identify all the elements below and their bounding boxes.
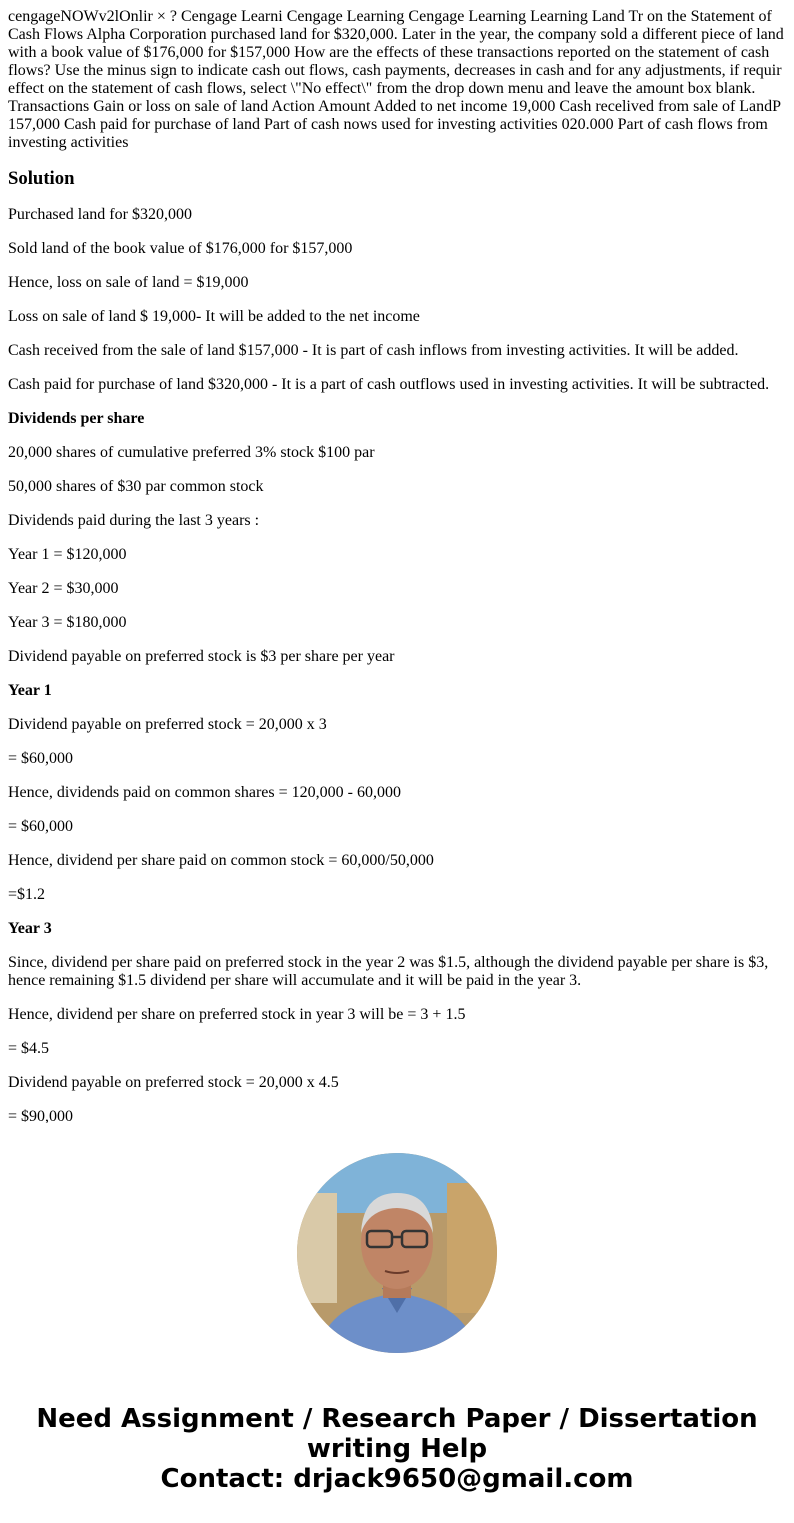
- solution-paragraph: Dividends paid during the last 3 years :: [8, 512, 260, 529]
- solution-body: [8, 206, 786, 1123]
- section-subheading: Dividends per share: [8, 410, 145, 427]
- solution-paragraph: = $60,000: [8, 750, 74, 767]
- section-subheading: Year 1: [8, 682, 52, 699]
- solution-paragraph: Year 2 = $30,000: [8, 580, 119, 597]
- solution-paragraph: 20,000 shares of cumulative preferred 3% stock $100 par: [8, 444, 375, 461]
- solution-paragraph: Cash received from the sale of land $157,000 - It is part of cash inflows from investing activities. It will be added.: [8, 342, 739, 359]
- solution-paragraph: Year 1 = $120,000: [8, 546, 127, 563]
- footer-contact-email: Contact: drjack9650@gmail.com: [160, 1464, 634, 1494]
- solution-paragraph: Hence, dividend per share on preferred stock in year 3 will be = 3 + 1.5: [8, 1006, 466, 1023]
- solution-paragraph: Hence, dividends paid on common shares = 120,000 - 60,000: [8, 784, 401, 801]
- solution-paragraph: Loss on sale of land $ 19,000- It will be added to the net income: [8, 308, 420, 325]
- solution-paragraph: = $60,000: [8, 818, 74, 835]
- solution-paragraph: = $4.5: [8, 1040, 50, 1057]
- question-text: cengageNOWv2lOnlir × ? Cengage Learni Cengage Learning Cengage Learning Learning Land Tr on the Statement of Cash Flows Alpha Corporation purchased land for $320,000. Later in the year, the company sold a different piece of land with a book value of $176,000 for $157,000 How are the effects of these transactions reported on the statement of cash flows? Use the minus sign to indicate cash out flows, cash payments, decreases in cash and for any adjustments, if requir effect on the statement of cash flows, select \"No effect\" from the drop down menu and leave the amount box blank. Transactions Gain or loss on sale of land Action Amount Added to net income 19,000 Cash recelived from sale of LandP 157,000 Cash paid for purchase of land Part of cash nows used for investing activities 020.000 Part of cash flows from investing activities: [8, 8, 784, 151]
- author-avatar: [297, 1153, 497, 1353]
- solution-paragraph: Dividend payable on preferred stock = 20,000 x 3: [8, 716, 327, 733]
- solution-paragraph: 50,000 shares of $30 par common stock: [8, 478, 264, 495]
- solution-heading: Solution: [8, 168, 75, 189]
- solution-paragraph: Year 3 = $180,000: [8, 614, 127, 631]
- solution-paragraph: Since, dividend per share paid on preferred stock in the year 2 was $1.5, although the dividend payable per share is $3, hence remaining $1.5 dividend per share will accumulate and it will be paid in the year 3.: [8, 954, 769, 989]
- solution-paragraph: Hence, loss on sale of land = $19,000: [8, 274, 249, 291]
- solution-paragraph: Hence, dividend per share paid on common stock = 60,000/50,000: [8, 852, 434, 869]
- solution-paragraph: Purchased land for $320,000: [8, 206, 192, 223]
- contact-banner: [0, 1404, 794, 1494]
- footer-promo-text: Need Assignment / Research Paper / Dissertation writing Help: [36, 1404, 758, 1464]
- section-subheading: Year 3: [8, 920, 52, 937]
- solution-paragraph: Dividend payable on preferred stock is $3 per share per year: [8, 648, 395, 665]
- solution-paragraph: Sold land of the book value of $176,000 for $157,000: [8, 240, 353, 257]
- solution-paragraph: Cash paid for purchase of land $320,000 - It is a part of cash outflows used in investing activities. It will be subtracted.: [8, 376, 770, 393]
- solution-paragraph: Dividend payable on preferred stock = 20,000 x 4.5: [8, 1074, 339, 1091]
- solution-paragraph: = $90,000: [8, 1108, 74, 1123]
- solution-paragraph: =$1.2: [8, 886, 46, 903]
